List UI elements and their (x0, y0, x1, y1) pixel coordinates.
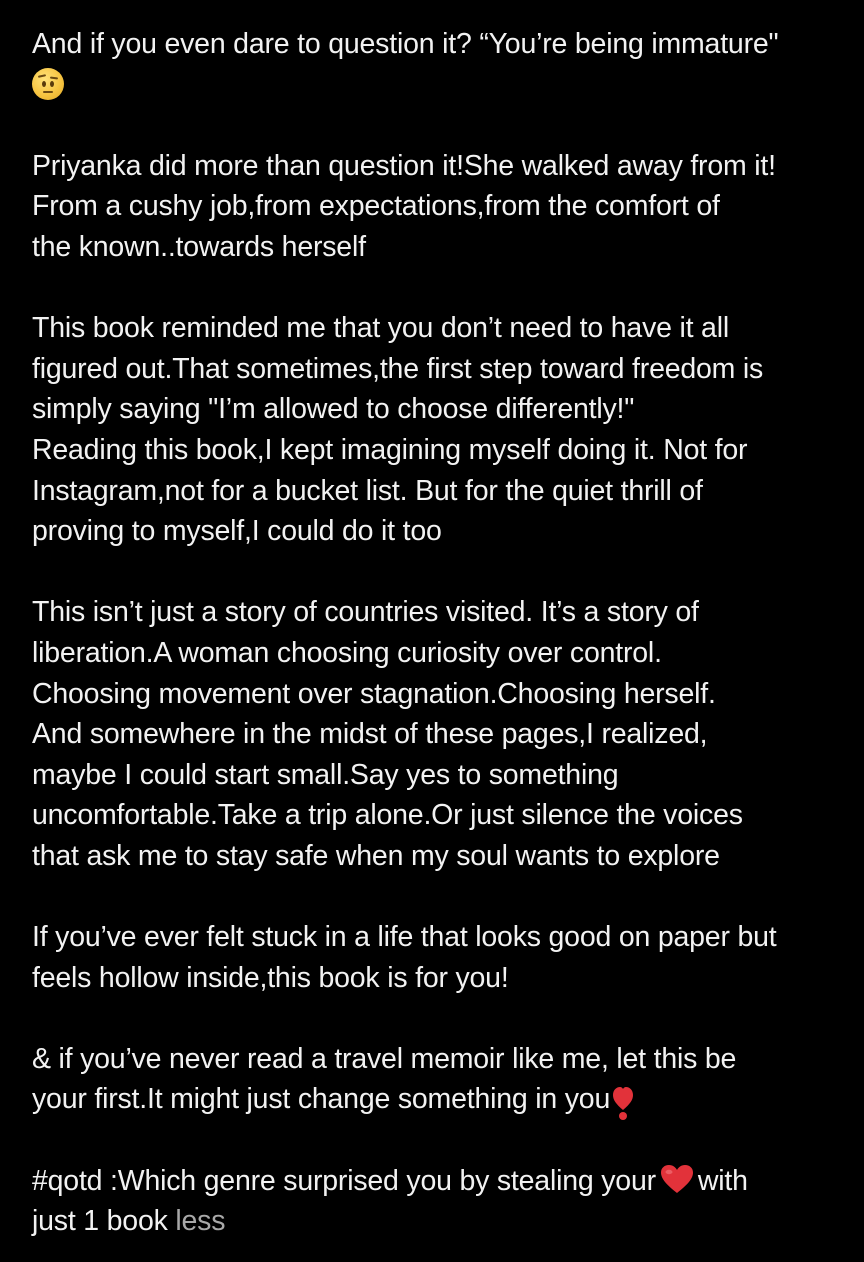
paragraph-gap (32, 268, 842, 309)
paragraph-gap (32, 998, 842, 1039)
caption-line: figured out.That sometimes,the first step toward freedom is (32, 352, 764, 385)
caption-text: #qotd :Which genre surprised you by stealing your (32, 1164, 656, 1197)
caption-line (32, 1079, 842, 1120)
paragraph-gap (32, 105, 842, 146)
paragraph-gap (32, 552, 842, 593)
caption-line: Instagram,not for a bucket list. But for the quiet thrill of (32, 474, 703, 507)
caption-line: feels hollow inside,this book is for you! (32, 961, 509, 994)
caption-line: This isn’t just a story of countries visited. It’s a story of (32, 596, 699, 629)
post-caption (32, 24, 842, 1242)
face-with-raised-eyebrow-icon (32, 68, 64, 100)
caption-line: simply saying "I’m allowed to choose differently!" (32, 393, 635, 426)
caption-line: And if you even dare to question it? “You’re being immature" (32, 28, 779, 60)
caption-line: & if you’ve never read a travel memoir like me, let this be (32, 1042, 737, 1075)
caption-line (32, 1161, 842, 1202)
paragraph-gap (32, 1120, 842, 1161)
caption-text: just 1 book (32, 1205, 168, 1238)
caption-line-emoji (32, 65, 842, 106)
caption-line: Choosing movement over stagnation.Choosing herself. (32, 677, 716, 710)
less-link[interactable]: less (175, 1205, 226, 1238)
caption-line: the known..towards herself (32, 230, 366, 263)
paragraph-gap (32, 876, 842, 917)
caption-text: your first.It might just change something in you (32, 1083, 611, 1116)
caption-line: Priyanka did more than question it!She walked away from it! (32, 149, 776, 182)
caption-line: If you’ve ever felt stuck in a life that looks good on paper but (32, 921, 777, 954)
red-heart-icon (660, 1164, 694, 1194)
caption-line: maybe I could start small.Say yes to something (32, 758, 619, 791)
caption-line: uncomfortable.Take a trip alone.Or just silence the voices (32, 799, 743, 832)
caption-line: liberation.A woman choosing curiosity over control. (32, 636, 662, 669)
caption-line: And somewhere in the midst of these pages,I realized, (32, 718, 708, 751)
caption-line: This book reminded me that you don’t need to have it all (32, 312, 729, 345)
caption-line: Reading this book,I kept imagining myself doing it. Not for (32, 433, 748, 466)
caption-line (32, 1201, 842, 1242)
caption-text: with (697, 1164, 748, 1197)
heart-exclamation-icon (612, 1084, 634, 1120)
caption-line: that ask me to stay safe when my soul wants to explore (32, 839, 720, 872)
caption-line: proving to myself,I could do it too (32, 515, 442, 548)
caption-line: From a cushy job,from expectations,from the comfort of (32, 190, 720, 223)
